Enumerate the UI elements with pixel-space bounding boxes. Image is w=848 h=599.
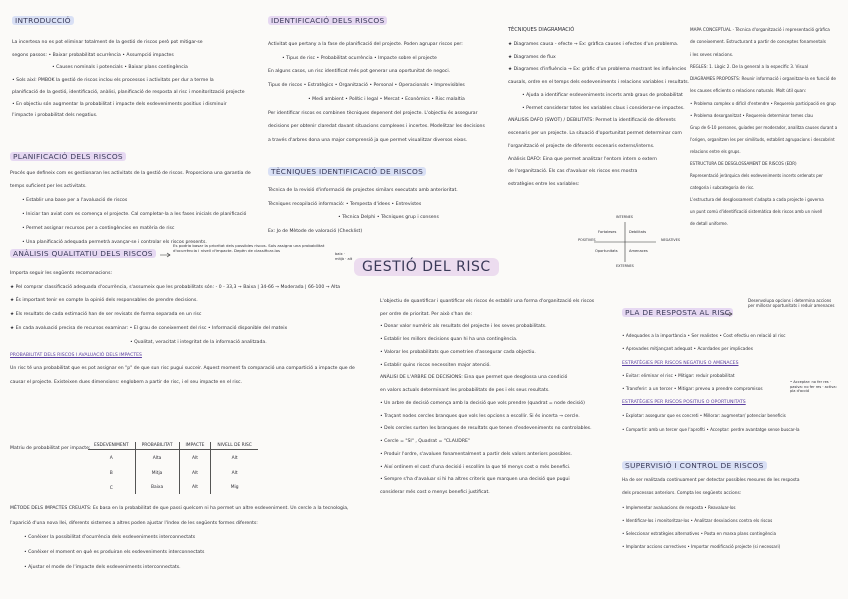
identification-line: • Tipus de risc • Probabilitat ocurrència • Impacte sobre el projecte [282,55,437,61]
qualitative-line: ★ Els resultats de cada estimació han de ser revisats de forma separada en un risc [10,312,202,318]
sources-line: causals, ordre en el temps dels esdeveniments i relacions variables i resultats. [508,80,690,86]
mapping-line: MAPA CONCEPTUAL · Tècnica d'organització i representació gràfica [690,27,830,32]
prob-line: Un risc té una probabilitat que es pot assignar en "p" de que sun risc pugui succeir. Aquest moment fa comparació una compartició a impacte que de [10,366,355,372]
decision-line: per ordre de prioritat. Per això s'han de: [380,311,473,317]
response-line: • Aprovades mitjançant adequat • Acordades per implicades [622,347,753,353]
table-cell: Alt [179,466,211,481]
mapping-text [690,27,840,226]
neg-strategy-line: • Evitar: eliminar el risc • Mitigar: reduir probabilitat [622,373,735,379]
prob-line: causar el projecte. Existeixen dues dimensions: englobem a partir de risc, i el seu impacte en el risc. [10,380,242,386]
sources-line: de l'organització. Els cas d'avaluar els riscos ens mostra [508,169,638,175]
table-cell: Mitja [135,466,179,481]
table-cell: Alt [179,450,211,467]
monitoring-heading: SUPERVISIÓ I CONTROL DE RISCOS [622,461,767,470]
mapping-line: relacions entre els grups. [690,148,741,154]
dafo-cell: Amenaces [629,249,648,253]
table-cell: Alta [135,450,179,467]
table-cell: A [88,450,135,467]
pos-strategies-title: ESTRATÈGIES PER RISCOS POSITIUS O OPORTUNITATS [622,400,746,406]
neg-strategy-line: • Transferir: a un tercer • Mitigar: preveu a prendre compromisos [622,387,763,393]
qualitative-line: ★ En cada avaluació precisa de recursos examinar: • El grau de coneixement del risc • Informació disponible del mateix [10,325,288,331]
intro-line: planificació de la gestió, identificació, anàlisi, planificació de resposta al risc i monitorització projecte [12,89,245,95]
table-header: ESDEVENIMENT [94,443,129,448]
mapping-line: de detall uniforme. [690,220,729,226]
mapping-line: Representació jeràrquica dels esdeveniments incerts ordenats per [690,172,823,178]
method-line: MÈTODE DELS IMPACTES CREUATS: Es basa en la probabilitat de que passi quelcom ni ha permet un altre esdeveniment. Un cercle a la tecnologia, [10,506,349,511]
identification-heading: IDENTIFICACIÓ DELS RISCOS [268,16,387,25]
table-cell: B [109,471,113,476]
qualitative-line: ★ És important tenir en compte la opinió dels responsables de prendre decisions. [10,298,198,304]
intro-line: • Sols així: PMBOK la gestió de riscos inclou els processos i activitats per dur a terme la [12,78,214,84]
sources-line: ★ Diagrames causa - efecte → Ex: gràfica causes i efectes d'un problema. [508,42,679,47]
planning-heading: PLANIFICACIÓ DELS RISCOS [10,152,126,161]
monitoring-line: • Identificar-los i monitoritzar-los • Analitzar desviacions contra els riscos [622,517,773,523]
decision-line: en valors actuals determinant les probabilitats de pes i els seus resultats. [380,388,550,394]
mapping-line: l'origen, organitzen les per similituds, establint agrupacions i descobrint [690,136,835,142]
pos-strategy-line: • Explotar: assegurar que es concreti • Millorar: augmentar/ potenciar beneficis [622,413,786,419]
mapping-line: • Problema desorganitzat • Requereix determinar temes clau [690,112,813,118]
decision-line: • Traçant nodes cercles branques que vols les opcions a escollir. Si és incerta → cercle. [380,413,580,419]
sources-line: ★ Diagrames d'influència → Ex: gràfic d'un problema mostrant les influències [508,67,687,73]
dafo-diagram [590,218,660,266]
identification-line: • Medi ambient • Polític i legal • Mercat • Econòmics • Risc malaltia [308,96,465,102]
identification-line: decisions per obtenir claredat davant situacions complexes i incertes. Modelitzar les decisions [268,124,485,130]
neg-strategy-note: • Acceptar: no fer res · pasiva: no fer res · activa: pla d'acció [790,380,837,394]
intro-line: l'impacte i probabilitat dels negatius. [12,113,98,119]
mapping-line: DIAGRAMES PROPOSTS: Reunir informació i organitzar-la en funció de [690,76,836,81]
dafo-bottom-label: EXTERNES [616,264,634,268]
method-line: • Conèixer la possibilitat d'ocurrència dels esdeveniments interconnectats [24,535,196,541]
method-text [10,506,360,571]
table-row [88,481,258,494]
intro-line: La incertesa no es pot eliminar totalment de la gestió de riscos però pot mitigar-se [12,40,203,45]
response-side-note: Desenvolupa opcions i determina accions per millorar oportunitats i reduir amenaces [748,298,835,309]
identification-line: En alguns casos, un risc identificat més pot generar una oportunitat de negoci. [268,69,451,75]
identification-line: Tipus de riscos • Estratègics • Organització • Personal • Operacionals • Imprevisibles [268,83,465,89]
decision-line: • Produir l'ordre, s'avaluen fonamentalment a partir dels valors anteriors possibles. [380,451,572,457]
decision-line: • Establir quins riscos necessiten major atenció. [380,362,491,368]
sources-line: ★ Diagrames de flux [508,54,556,60]
sources-line: l'organització el projecte de diferents escenaris externs/interns. [508,143,655,149]
table-row [88,450,258,467]
method-line: l'aparició d'una nova llei, diferents sistemes a altres poden ajustar l'índex de les següents formes diferents: [10,520,258,526]
qualitative-note: Es podria basar la prioritat dels possibles riscos. Sols assigna una probabilitat d'ocurrència i nivell d'impacte. Depèn de classificar-los [173,243,325,254]
table-header: NIVELL DE RISC [211,442,258,450]
decision-line: • Donar valor numèric als resultats del projecte i les seves probabilitats. [380,324,547,330]
response-heading: PLA DE RESPOSTA AL RISC [622,308,733,317]
table-cell: C [109,486,113,491]
decision-line: • Dels cercles surten les branques de resultats que tenen d'esdeveniments no controlables. [380,426,592,432]
sources-heading: TÈCNIQUES DIAGRAMACIÓ [508,27,575,33]
response-line: • Adequades a la importància • Ser realistes • Cost efectiu en relació al risc [622,334,786,339]
techniques-line: Ex: Jo de Mètode de valoració (Checklist) [268,229,363,235]
dafo-cell: Oportunitats [595,249,618,253]
planning-line: • Permet assignar recursos per a contingències en matèria de risc [22,225,175,231]
intro-line: • Causes nominals i potencials • Baixar plans contingència [52,65,188,71]
decision-line: L'objectiu de quantificar i quantificar els riscos és establir una forma d'organització els riscos [380,299,595,304]
mapping-line: L'estructura del desglossament s'adapta a cada projecte i governa [690,196,824,202]
qualitative-heading: ANÀLISIS QUALITATIU DELS RISCOS [10,249,156,258]
neg-strategies-title: ESTRATÈGIES PER RISCOS NEGATIUS O AMENACES [622,360,739,366]
dafo-top-label: INTERNES [616,215,633,219]
sources-line: • Permet considerar totes les variables claus i considerar-ne impactes. [522,105,685,111]
decision-line: • Establir les millors decisions quan hi ha una contingència. [380,337,518,343]
decision-line: considerar més cost o menys benefici justificat. [380,490,490,496]
techniques-line: Tècnica de la revisió d'informació de projectes similars executats amb anterioritat. [268,188,458,193]
arrow-icon [160,252,172,258]
identification-line: Per identificar riscos es combinen tècniques depenent del projecte. L'objectiu és assegurar [268,110,478,116]
dafo-cell: Debilitats [629,230,647,234]
arrow-icon [722,311,734,317]
decision-line: • Valorar les probabilitats que cometrien d'assegurar cada objectiu. [380,349,536,355]
mapping-line: un punt comú d'identificació sistemàtica dels riscos amb un nivell [690,208,823,214]
sources-line: Anàlisis DAFO: Eina que permet analitzar l'entorn intern o extern [508,156,657,162]
techniques-heading: TÈCNIQUES IDENTIFICACIÓ DE RISCOS [268,167,426,176]
table-cell: Alt [211,466,258,481]
sources-line: ANÀLISIS DAFO (SWOT) / DEBILITATS: Permet la identificació de diferents [508,118,676,124]
techniques-line: Tècniques recopilació informació: • Tempesta d'idees • Entrevistes [268,201,422,207]
mapping-line: ESTRUCTURA DE DESGLOSSAMENT DE RISCOS (EDR) [690,160,797,166]
identification-text [268,42,498,144]
qualitative-line: Importa seguir les següents recomanacions: [10,271,113,276]
qualitative-line: ★ Pel comprar classificació adequada d'ocurrència, s'assumeix que les probabilitats són: - 0 - 33,3 → Baixa | 34-66 → Moderada | 66-100 → Alta [10,284,341,290]
identification-line: Activitat que pertany a la fase de planificació del projecte. Poden agrupar riscos per: [268,42,463,47]
page-title: GESTIÓ DEL RISC [354,258,499,276]
risk-matrix-table [88,442,258,494]
pos-strategy-line: • Compartir: amb un tercer que l'aprofiti • Acceptar: perdre avantatge sense buscar-la [622,426,800,432]
table-caption: Matriu de probabilitat per impacte: [10,446,91,451]
qualitative-line: • Qualitat, veracitat i integritat de la informació analitzada. [130,339,267,345]
table-cell: Alt [179,481,211,494]
monitoring-line: Ha de ser realitzada contínuament per detectar possibles mesures de les resposta [622,478,800,483]
intro-text [12,40,262,119]
planning-line: Procés que defineix com es gestionaran les activitats de la gestió de riscos. Proporciona una garantia de [10,171,251,176]
mapping-line: categoria i subcategoria de risc. [690,184,755,190]
table-cell: Baixa [135,481,179,494]
qualitative-note-side: baix · mitjà · alt [335,252,353,261]
dafo-right-label: NEGATIVES [661,238,681,242]
sources-line: escenaris per un projecte. La situació d'oportunitat permet determinar com [508,131,682,137]
decision-text [380,299,610,496]
method-line: • Ajustar el mode de l'impacte dels esdeveniments interconnectats. [24,564,181,570]
dafo-cell: Fortaleses [598,230,617,234]
decision-line: • Un arbre de decisió comença amb la decisió que vols prendre (quadrat = node decisió) [380,400,585,406]
decision-line: • Cercle = "SI" , Quadrat = "CLAUDRE" [380,439,471,445]
techniques-line: • Tècnica Delphi • Tècniques grup i consens [338,215,439,221]
monitoring-line: • Seleccionar estratègies alternatives • Posta en marxa plans contingència [622,530,776,536]
intro-line: segons passos: • Baixar probabilitat ocurrència • Assumpció impactes [12,52,174,58]
planning-line: • Iniciar tan aviat com es comença el projecte. Cal completar-la a les fases inicials de planificació [22,212,247,218]
method-line: • Conèixer el moment en què es produiran els esdeveniments interconnectats [24,550,205,556]
mapping-line: i les seves relacions. [690,51,734,57]
monitoring-line: dels processos anteriors. Compta les següents accions: [622,491,742,497]
mapping-line: REGLES: 1. Lògic 2. De la general a la específic 3. Visual [690,63,809,69]
planning-text [10,171,260,245]
identification-line: a través d'arbres dona una major comprensió ja que permet visualitzar diversos eixos. [268,138,468,144]
decision-line: • Així ordinem el cost d'una decisió i escollim la que té menys cost o més benefici. [380,464,571,470]
qualitative-text [10,271,360,386]
sources-text [508,42,690,188]
planning-line: temps suficient per les activitats. [10,183,87,189]
mapping-line: les causes eficients o relacions naturals. Molt útil quan: [690,88,807,94]
mapping-line: de coneixement. Estructurant a partir de conceptes fonamentals [690,39,826,45]
decision-line: ANÀLISI DE L'ARBRE DE DECISIONS: Eina que permet que desglossa una condició [380,375,568,381]
table-header: PROBABILITAT [135,442,179,450]
intro-line: • En objectiu són augmentar la probabilitat i impacte dels esdeveniments positius i disminuir [12,101,227,107]
sources-line: estratègies entre les variables: [508,182,580,188]
intro-heading: INTRODUCCIÓ [12,16,74,25]
table-cell: Mig [211,481,258,494]
monitoring-line: • Implementar avaluacions de resposta • Reavaluar-los [622,504,736,510]
sources-line: • Ajuda a identificar esdeveniments incerts amb graus de probabilitat [522,92,683,98]
monitoring-line: • Implantar accions correctives • Importar modificació projecte (si necessari) [622,544,781,550]
table-header: IMPACTE [179,442,211,450]
planning-line: • Establir una base per a l'avaluació de riscos [22,198,128,204]
table-cell: Alt [211,450,258,467]
prob-heading: PROBABILITAT DELS RISCOS I AVALUACIÓ DELS IMPACTES [10,353,142,359]
mapping-line: • Problema complex o difícil d'entendre • Requereix participació en grup [690,100,836,106]
planning-line: • Una planificació adequada permetrà avançar-se i controlar els riscos presents. [22,239,207,245]
dafo-left-label: POSITIVES [578,238,596,242]
table-row [88,466,258,481]
decision-line: • Sempre s'ha d'avaluar si hi ha altres criteris que marquen una decisió que pugui [380,477,570,483]
mapping-line: Grup de 6-10 persones, guiades per moderador, analitza causes durant a [690,124,838,130]
monitoring-text [622,478,837,549]
techniques-text [268,188,498,235]
